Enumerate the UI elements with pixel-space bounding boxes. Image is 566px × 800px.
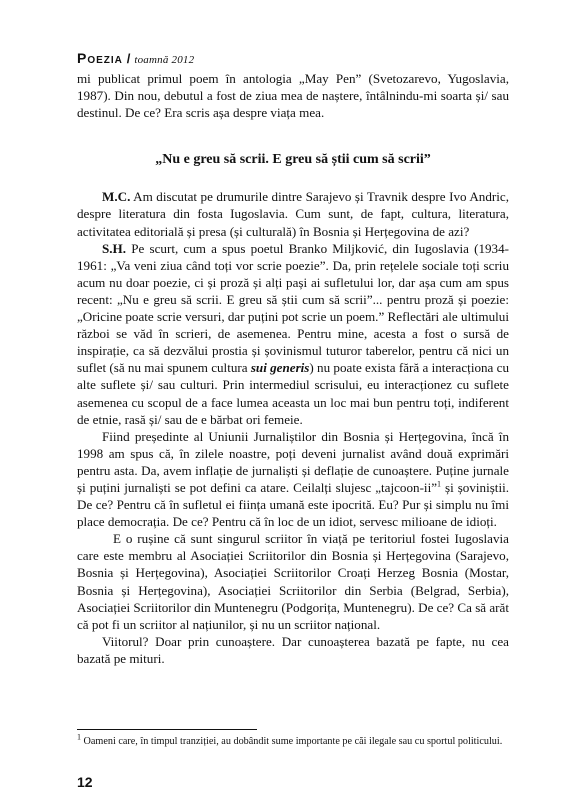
article-body [77, 70, 509, 667]
answer-text-1: Pe scurt, cum a spus poetul Branko Miljković, din Iugoslavia (1934-1961: „Va veni ziua când toți vor scrie poezie”. Da, prin rețelele sociale toți scriu acum nu doar poezie, ci și proză și alți pași ai sufletului lor, dar așa cum am spus recent: „Nu e greu să scrii. E greu să știi cum să scrii”... pentru proză și poezie: „Oricine poate scrie versuri, dar puțini pot scrie un poem.” Reflectări ale ultimului război se văd în scrieri, de asemenea. Pentru mine, acesta a fost o sursă de inspirație, ca să dezvălui prostia și șovinismul tuturor taberelor, pentru că nici un suflet (să nu mai spunem cultura [77, 240, 509, 376]
paragraph-intro: mi publicat primul poem în antologia „May Pen” (Svetozarevo, Yugoslavia, 1987). Din nou, debutul a fost de ziua mea de naștere, întâlnindu-mi soarta și/ sau destinul. De ce? Era scris așa despre viața mea. [77, 71, 509, 121]
page-number: 12 [77, 774, 93, 790]
question-text: Am discutat pe drumurile dintre Sarajevo și Travnik despre Ivo Andric, despre literatura din fosta Iugoslavia. Cum sunt, de fapt, cultura, literatura, activitatea editorială și presa (și culturală) în Bosnia și Herțegovina de azi? [77, 189, 509, 239]
paragraph-associations: E o rușine că sunt singurul scriitor în viață pe teritoriul fostei Iugoslavia care este membru al Asociației Scriitorilor din Bosnia și Herțegovina (Sarajevo, Bosnia și Herțegovina), Asociației Scriitorilor Croați Herzeg Bosnia (Mostar, Bosnia și Herțegovina), Asociației Scriitorilor din Serbia (Belgrad, Serbia), Asociației Scriitorilor din Muntenegru (Podgorița, Muntenegru). De ce? Ca să arăt că pot fi un scriitor al națiunilor, și nu un scriitor național. [77, 531, 509, 632]
header-separator: / [126, 51, 131, 66]
journalism-text-1: Fiind președinte al Uniunii Jurnaliștilor din Bosnia și Herțegovina, încă în 1998 am spus că, în zilele noastre, poți deveni jurnalist având două exprimări pentru asta. Da, avem inflație de jurnaliști și deflație de cunoaștere. Puține jurnale și puțini jurnaliști se pot defini ca atare. Ceilalți slujesc „tajcoon-ii” [77, 428, 509, 495]
paragraph-future: Viitorul? Doar prin cunoaștere. Dar cunoașterea bazată pe fapte, nu cea bazată pe mituri. [77, 633, 509, 666]
interviewer-label: M.C. [102, 189, 131, 205]
answer-emphasis: sui generis [250, 360, 310, 376]
footnote-text: Oameni care, în timpul tranziției, au dobândit sume importante pe căi ilegale sau cu sportul politicului. [81, 736, 503, 747]
section-heading: „Nu e greu să scrii. E greu să știi cum să scrii” [155, 152, 431, 168]
interviewee-label: S.H. [102, 240, 127, 256]
answer-text-2: ) nu poate exista fără a interacționa cu alte suflete și/ sau culturi. Prin intermediul scrisului, eu interacționez cu suflete asemenea cu scopul de a face lumea aceasta un loc mai bun pentru toți, indiferent de etnie, rasă și/ sau de e bărbat ori femeie. [77, 360, 509, 427]
footnote-divider [77, 729, 257, 730]
paragraph-question [77, 188, 509, 239]
running-header [77, 50, 194, 66]
paragraph-answer [77, 240, 509, 428]
footnote [77, 732, 509, 748]
paragraph-journalism [77, 428, 509, 531]
publication-title: Poezia [77, 50, 123, 66]
journalism-text-2: și șoviniștii. De ce? Pentru că în sufletul ei ființa umană este ipocrită. Eu? Pur și simplu nu îmi place democrația. De ce? Pentru că în loc de un idiot, servesc milioane de idioți. [77, 479, 509, 530]
footnote-reference: 1 [437, 479, 442, 489]
footnote-number: 1 [77, 732, 81, 742]
issue-label: toamnă 2012 [134, 54, 195, 66]
